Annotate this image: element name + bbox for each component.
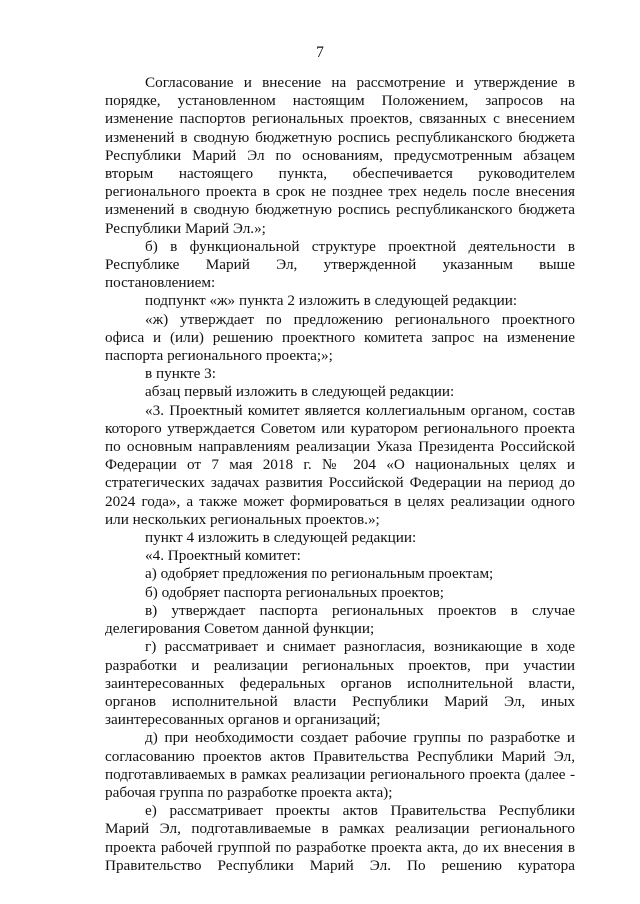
paragraph-first-abzac-intro: абзац первый изложить в следующей редакции:	[145, 383, 455, 401]
paragraph-item-4-intro: пункт 4 изложить в следующей редакции:	[145, 529, 417, 547]
list-item-b: б) одобряет паспорта региональных проектов;	[145, 583, 444, 601]
list-item-a: а) одобряет предложения по региональным проектам;	[145, 565, 494, 583]
list-item-v: в) утверждает паспорта региональных проектов в случае делегирования Советом данной функции;	[105, 601, 575, 638]
list-item-d: д) при необходимости создает рабочие группы по разработке и согласованию проектов актов Правительства Республики Марий Эл, подготавливаемых в рамках реализации регионального проекта (далее - рабочая группа по разработке проекта акта);	[105, 729, 575, 801]
list-item-g: г) рассматривает и снимает разногласия, возникающие в ходе разработки и реализации региональных проектов, при участии заинтересованных федеральных органов исполнительной власти, органов исполнительной власти Республики Марий Эл, иных заинтересованных органов и организаций;	[105, 638, 575, 729]
list-item-e: е) рассматривает проекты актов Правительства Республики Марий Эл, подготавливаемые в рамках реализации регионального проекта рабочей группой по разработке проекта акта, до их внесения в Правительство Республики Марий Эл. По решению куратора	[105, 802, 575, 874]
paragraph-item-4-heading: «4. Проектный комитет:	[145, 547, 301, 565]
paragraph-item-3-intro: в пункте 3:	[145, 365, 216, 383]
paragraph-subitem-zh-text: «ж) утверждает по предложению регионального проектного офиса и (или) решению проектного комитета запрос на изменение паспорта регионального проекта;»;	[105, 310, 575, 365]
document-body	[105, 74, 575, 875]
paragraph-item-3-text: «3. Проектный комитет является коллегиальным органом, состав которого утверждается Советом или куратором регионального проекта по основным направлениям реализации Указа Президента Российской Федерации от 7 мая 2018 г. № 204 «О национальных целях и стратегических задачах развития Российской Федерации на период до 2024 года», а также может формироваться в целях реализации одного или нескольких региональных проектов.»;	[105, 401, 575, 528]
page-number: 7	[316, 44, 324, 61]
paragraph-subitem-zh-intro: подпункт «ж» пункта 2 изложить в следующей редакции:	[145, 292, 518, 310]
paragraph-approval-procedure: Согласование и внесение на рассмотрение и утверждение в порядке, установленном настоящим Положением, запросов на изменение паспортов региональных проектов, связанных с внесением изменений в сводную бюджетную роспись республиканского бюджета Республики Марий Эл по основаниям, предусмотренным абзацем вторым настоящего пункта, обеспечивается руководителем регионального проекта в срок не позднее трех недель после внесения изменений в сводную бюджетную роспись республиканского бюджета Республики Марий Эл.»;	[105, 74, 575, 237]
paragraph-item-b: б) в функциональной структуре проектной деятельности в Республике Марий Эл, утвержденной указанным выше постановлением:	[105, 237, 575, 292]
